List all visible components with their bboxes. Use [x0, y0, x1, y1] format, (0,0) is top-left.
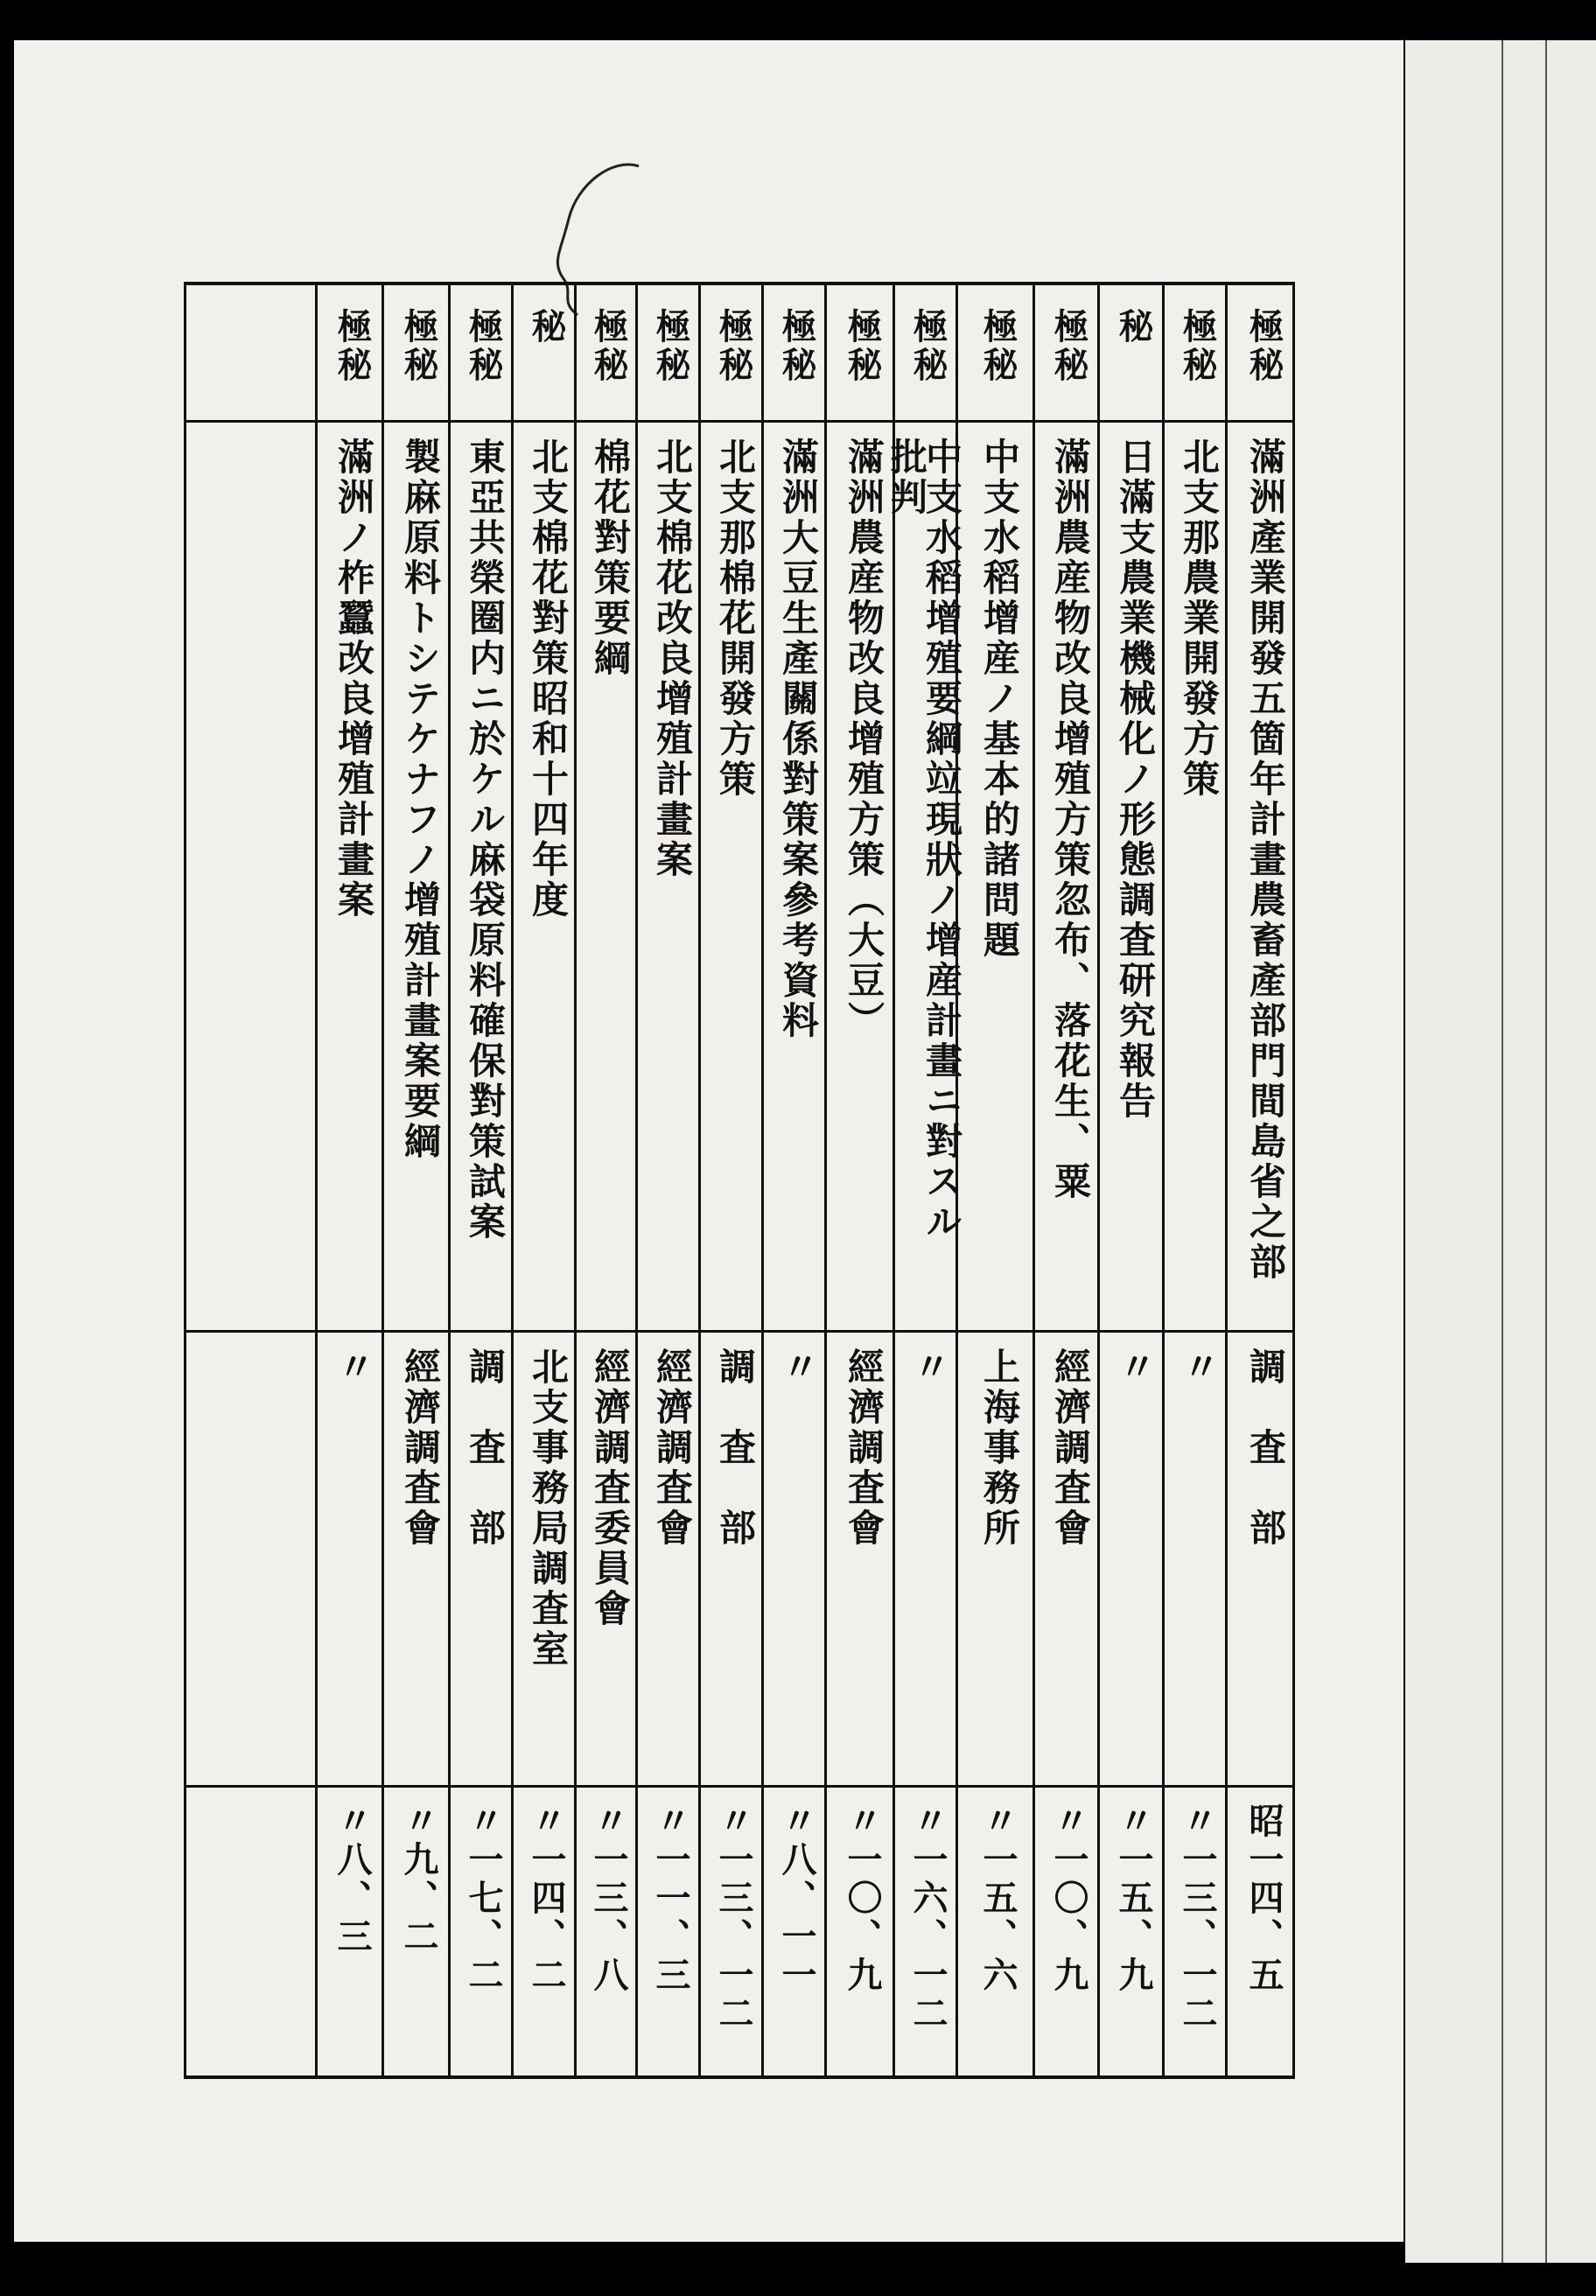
- document-title: 東亞共榮圈内ニ於ケル麻袋原料確保對策試案: [464, 438, 507, 1242]
- issue-date: 〃一五、六: [977, 1802, 1018, 1995]
- classification-mark: 極秘: [398, 308, 439, 385]
- issuing-department: 經濟調査委員會: [589, 1348, 632, 1629]
- issue-date: 〃八、一一: [776, 1802, 817, 1995]
- issue-date: 〃一三、一二: [713, 1802, 754, 2034]
- org-rule: [184, 1330, 1295, 1333]
- classification-mark: 極秘: [977, 308, 1018, 385]
- issue-date: 〃一三、八: [588, 1802, 629, 1995]
- document-title: 滿洲農産物改良增殖方策忽布、落花生、粟: [1049, 438, 1092, 1202]
- document-title: 滿洲大豆生產關係對策案參考資料: [777, 438, 820, 1041]
- header-rule: [184, 420, 1295, 423]
- classification-mark: 秘: [526, 308, 567, 346]
- issue-date: 〃一〇、九: [842, 1802, 883, 1995]
- classification-mark: 極秘: [463, 308, 504, 385]
- document-title-continued: 批判: [886, 438, 928, 518]
- classification-mark: 極秘: [650, 308, 691, 385]
- classification-mark: 極秘: [907, 308, 948, 385]
- document-title: 中支水稻增産ノ基本的諸問題: [978, 438, 1021, 961]
- document-title: 北支那棉花開發方策: [714, 438, 757, 800]
- document-title: 北支棉花對策昭和十四年度: [527, 438, 570, 920]
- issuing-department: 調 査 部: [464, 1348, 507, 1549]
- classification-mark: 極秘: [588, 308, 629, 385]
- issue-date: 〃一四、二: [526, 1802, 567, 1995]
- catalog-table: [184, 282, 1295, 2079]
- document-title: 滿洲產業開發五箇年計畫農畜產部門間島省之部: [1244, 438, 1287, 1283]
- issue-date: 〃九、二: [398, 1802, 439, 1956]
- issuing-department: 〃: [908, 1348, 951, 1388]
- classification-mark: 極秘: [1177, 308, 1218, 385]
- document-title: 北支棉花改良增殖計畫案: [651, 438, 694, 880]
- issuing-department: 〃: [1114, 1348, 1157, 1388]
- document-title: 中支水稻增殖要綱竝現狀ノ增産計畫ニ對スル: [920, 438, 963, 1242]
- issue-date: 〃八、三: [332, 1802, 373, 1956]
- document-title: 棉花對策要綱: [589, 438, 632, 679]
- date-rule: [184, 1785, 1295, 1788]
- issuing-department: 經濟調査會: [399, 1348, 442, 1549]
- issue-date: 〃一七、二: [463, 1802, 504, 1995]
- classification-mark: 極秘: [713, 308, 754, 385]
- issuing-department: 調 査 部: [1244, 1348, 1287, 1549]
- issuing-department: 上海事務所: [978, 1348, 1021, 1549]
- issue-date: 〃一六、一二: [907, 1802, 948, 2034]
- issuing-department: 經濟調査會: [843, 1348, 886, 1549]
- issue-date: 〃一〇、九: [1048, 1802, 1089, 1995]
- issuing-department: 〃: [777, 1348, 820, 1388]
- issuing-department: 北支事務局調査室: [527, 1348, 570, 1670]
- classification-mark: 極秘: [842, 308, 883, 385]
- issuing-department: 經濟調査會: [651, 1348, 694, 1549]
- document-title: 滿洲農産物改良增殖方策（大豆）: [843, 438, 886, 1041]
- classification-mark: 秘: [1113, 308, 1154, 346]
- classification-mark: 極秘: [776, 308, 817, 385]
- classification-mark: 極秘: [1048, 308, 1089, 385]
- issuing-department: 〃: [1178, 1348, 1221, 1388]
- document-title: 滿洲ノ柞蠶改良增殖計畫案: [332, 438, 375, 920]
- classification-mark: 極秘: [332, 308, 373, 385]
- issue-date: 昭一四、五: [1243, 1802, 1284, 1995]
- issuing-department: 經濟調査會: [1049, 1348, 1092, 1549]
- issue-date: 〃一一、三: [650, 1802, 691, 1995]
- classification-mark: 極秘: [1243, 308, 1284, 385]
- issue-date: 〃一五、九: [1113, 1802, 1154, 1995]
- issuing-department: 調 査 部: [714, 1348, 757, 1549]
- document-title: 北支那農業開發方策: [1178, 438, 1221, 800]
- document-title: 日滿支農業機械化ノ形態調査研究報告: [1114, 438, 1157, 1122]
- document-title: 製麻原料トシテケナフノ增殖計畫案要綱: [399, 438, 442, 1162]
- issue-date: 〃一三、一二: [1177, 1802, 1218, 2034]
- issuing-department: 〃: [332, 1348, 375, 1388]
